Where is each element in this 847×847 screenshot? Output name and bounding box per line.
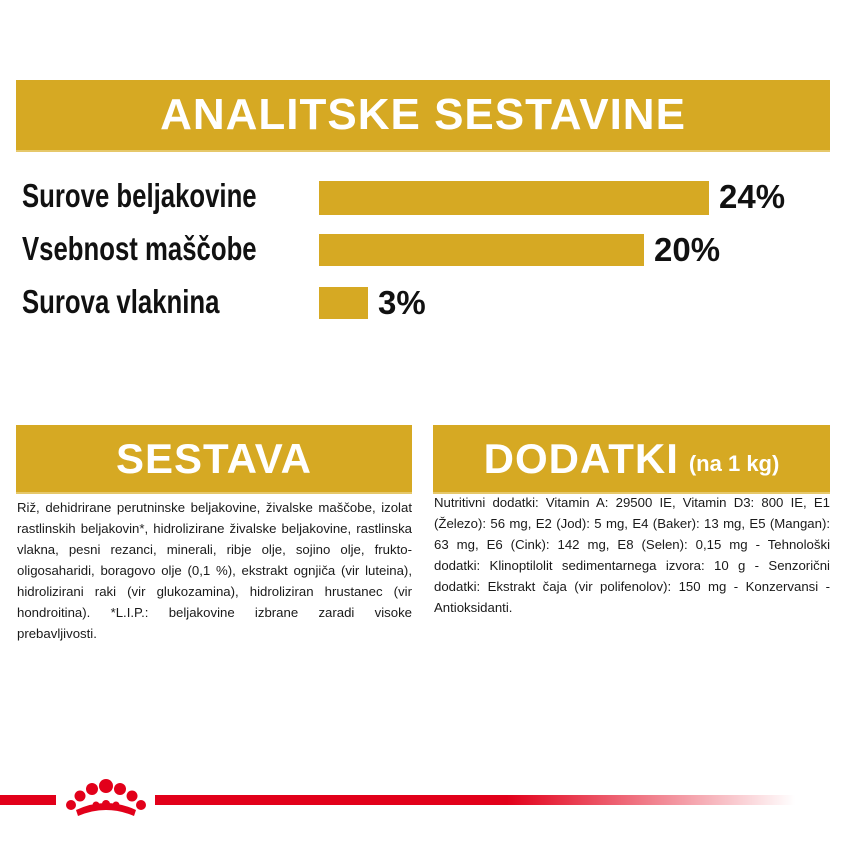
- dodatki-banner: [433, 425, 830, 494]
- metric-label: Surove beljakovine: [22, 177, 257, 214]
- metric-bar: [319, 234, 644, 266]
- metric-bar: [319, 287, 368, 319]
- metric-value-label: 3%: [378, 284, 426, 321]
- sestava-title: SESTAVA: [115, 434, 313, 482]
- royal-canin-crown-icon: [60, 774, 152, 820]
- title-banner: [16, 80, 830, 152]
- footer-line-left: [0, 795, 56, 805]
- footer-line-right: [155, 795, 795, 805]
- metric-value-label: 24%: [719, 178, 786, 215]
- sestava-text: Riž, dehidrirane perutninske beljakovine, živalske maščobe, izolat rastlinskih beljakovin*, hidrolizirane živalske beljakovine, rastlinska vlakna, pesni rezanci, minerali, ribje olje, sojino olje, frukto-oligosaharidi, boragovo olje (0,1 %), ekstrakt ognjiča (vir luteina), hidrolizirani raki (vir glukozamina), hidroliziran hrustanec (vir hondroitina). *L.I.P.: beljakovine izbrane zaradi visoke prebavljivosti.: [17, 500, 412, 641]
- metric-label: Surova vlaknina: [22, 283, 220, 320]
- metric-bar: [319, 181, 709, 215]
- metric-label: Vsebnost maščobe: [22, 230, 257, 267]
- page-title: ANALITSKE SESTAVINE: [160, 90, 686, 139]
- metric-value-label: 20%: [654, 231, 721, 268]
- sestava-banner: [16, 425, 412, 494]
- dodatki-title-suffix: (na 1 kg): [688, 450, 780, 476]
- dodatki-text: Nutritivni dodatki: Vitamin A: 29500 IE, Vitamin D3: 800 IE, E1 (Železo): 56 mg, E2 (Jod): 5 mg, E4 (Baker): 13 mg, E5 (Mangan): 63 mg, E6 (Cink): 142 mg, E8 (Selen): 0,15 mg - Tehnološki dodatki: Klinoptilolit sedimentarnega izvora: 10 g - Senzorični dodatki: Ekstrakt čaja (vir polifenolov): 150 mg - Konzervansi - Antioksidanti.: [434, 495, 830, 615]
- dodatki-title: DODATKI: [483, 434, 679, 482]
